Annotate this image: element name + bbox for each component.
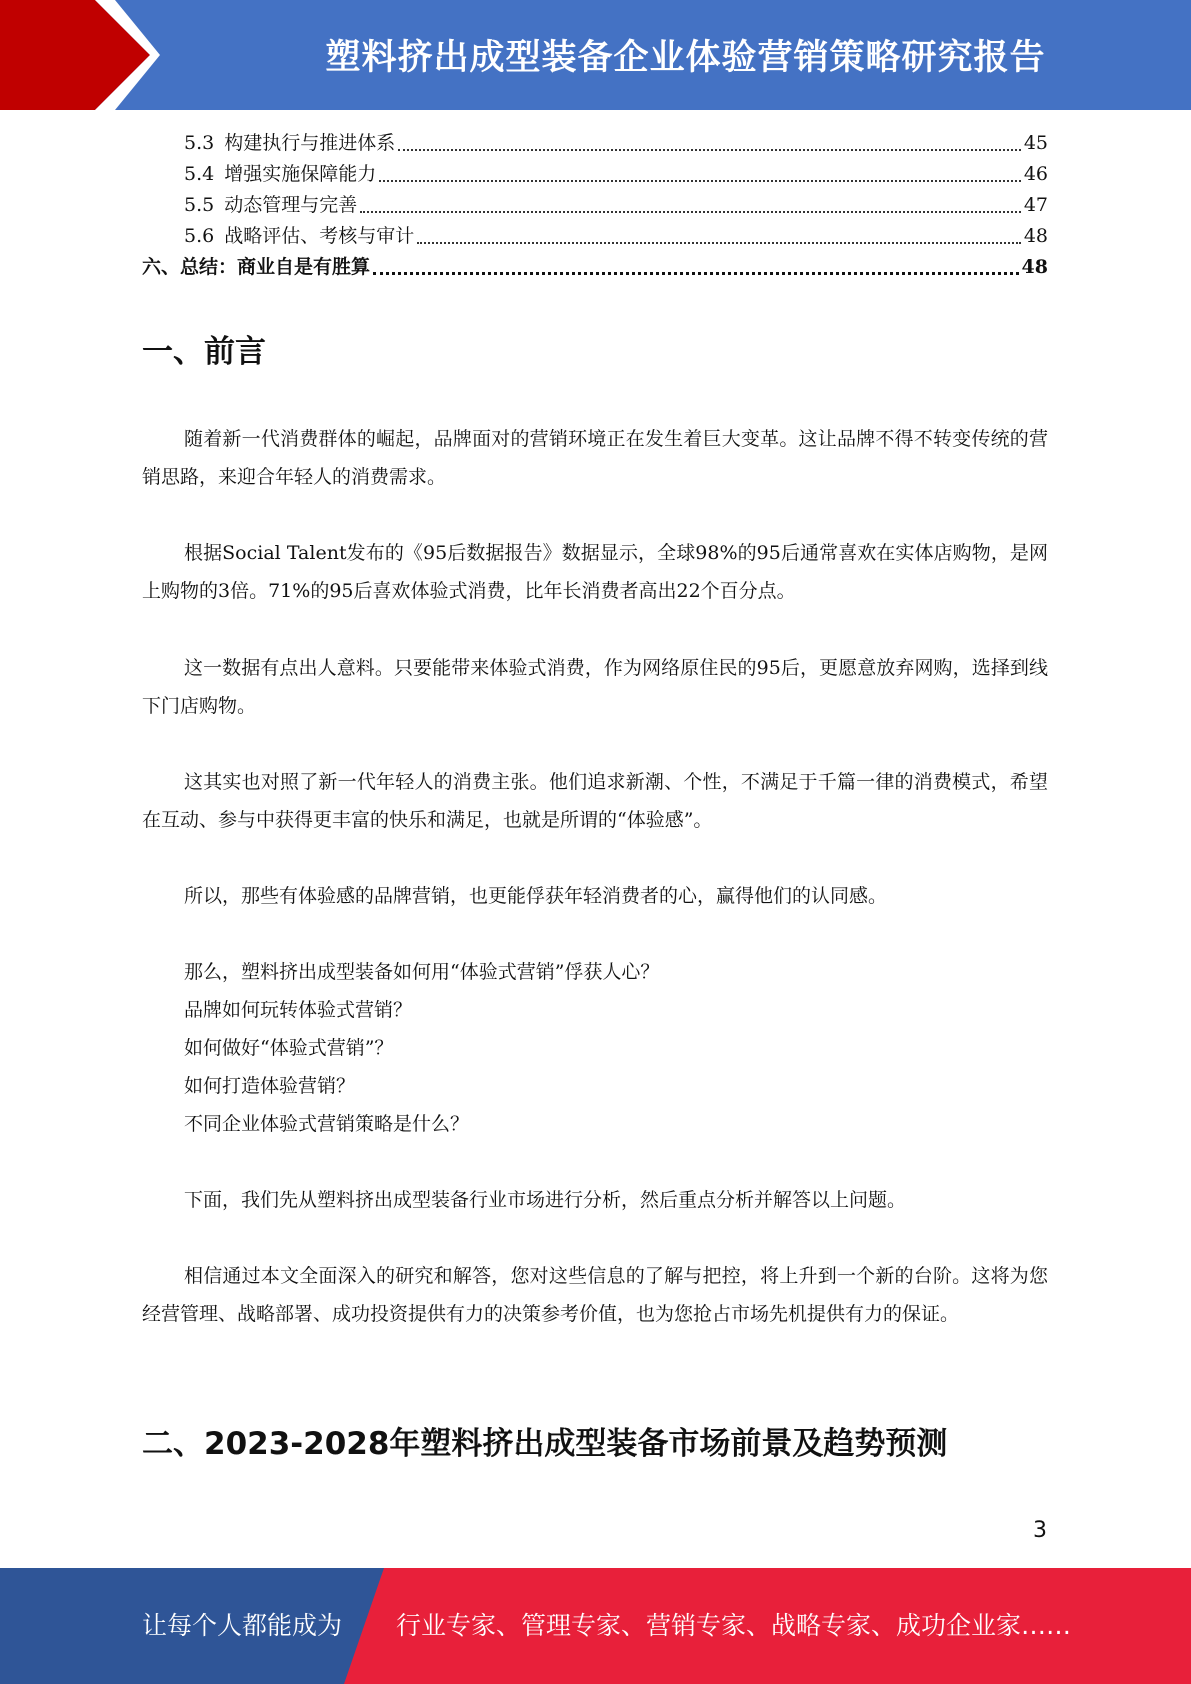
paragraph: 这一数据有点出人意料。只要能带来体验式消费，作为网络原住民的95后，更愿意放弃网购，选择到线下门店购物。 (142, 657, 1048, 717)
footer-slogan-left: 让每个人都能成为 (142, 1611, 343, 1640)
toc-entry-title: 战略评估、考核与审计 (224, 225, 415, 247)
toc-entry-title: 增强实施保障能力 (224, 163, 377, 185)
paragraph: 随着新一代消费群体的崛起，品牌面对的营销环境正在发生着巨大变革。这让品牌不得不转变传统的营销思路，来迎合年轻人的消费需求。 (142, 428, 1048, 488)
toc-entry-page: 47 (1023, 194, 1048, 216)
toc-leader (360, 211, 1021, 213)
table-of-contents (142, 128, 1048, 283)
header-arrow-icon (0, 0, 160, 110)
toc-leader (417, 242, 1021, 244)
toc-entry[interactable] (142, 190, 1048, 221)
toc-entry-page: 45 (1023, 132, 1048, 154)
toc-entry-number: 5.3 (184, 132, 215, 154)
toc-entry[interactable] (142, 159, 1048, 190)
footer-banner (0, 1568, 1191, 1684)
toc-entry[interactable] (142, 221, 1048, 252)
header-banner (0, 0, 1191, 110)
toc-entry-page: 48 (1021, 256, 1048, 278)
toc-entry-page: 46 (1023, 163, 1048, 185)
paragraph: 所以，那些有体验感的品牌营销，也更能俘获年轻消费者的心，赢得他们的认同感。 (184, 885, 888, 907)
question-line: 品牌如何玩转体验式营销？ (184, 999, 413, 1021)
toc-entry-number: 5.5 (184, 194, 215, 216)
toc-entry-title: 六、总结：商业自是有胜算 (142, 256, 371, 278)
toc-entry-page: 48 (1023, 225, 1048, 247)
toc-entry-main[interactable] (142, 252, 1048, 283)
toc-entry-title: 动态管理与完善 (224, 194, 358, 216)
question-line: 不同企业体验式营销策略是什么？ (184, 1113, 470, 1135)
paragraph: 相信通过本文全面深入的研究和解答，您对这些信息的了解与把控，将上升到一个新的台阶。这将为您经营管理、战略部署、成功投资提供有力的决策参考价值，也为您抢占市场先机提供有力的保证。 (142, 1265, 1048, 1325)
section-heading-preface: 一、前言 (142, 334, 266, 370)
paragraph: 这其实也对照了新一代年轻人的消费主张。他们追求新潮、个性，不满足于千篇一律的消费模式，希望在互动、参与中获得更丰富的快乐和满足，也就是所谓的“体验感”。 (142, 771, 1048, 831)
toc-leader (398, 149, 1021, 151)
question-line: 如何打造体验营销？ (184, 1075, 356, 1097)
paragraph: 下面，我们先从塑料挤出成型装备行业市场进行分析，然后重点分析并解答以上问题。 (184, 1189, 907, 1211)
toc-entry-title: 构建执行与推进体系 (224, 132, 396, 154)
footer-slogan-right: 行业专家、管理专家、营销专家、战略专家、成功企业家…… (396, 1611, 1072, 1640)
paragraph: 根据Social Talent发布的《95后数据报告》数据显示，全球98%的95后通常喜欢在实体店购物，是网上购物的3倍。71%的95后喜欢体验式消费，比年长消费者高出22个百分点。 (142, 542, 1048, 602)
toc-entry-number: 5.4 (184, 163, 215, 185)
question-line: 那么，塑料挤出成型装备如何用“体验式营销”俘获人心？ (184, 961, 660, 983)
toc-leader (373, 272, 1019, 275)
toc-leader (379, 180, 1021, 182)
question-line: 如何做好“体验式营销”？ (184, 1037, 394, 1059)
toc-entry-number: 5.6 (184, 225, 215, 247)
document-title: 塑料挤出成型装备企业体验营销策略研究报告 (325, 38, 1046, 78)
page-number: 3 (1033, 1518, 1047, 1543)
section-heading-forecast: 二、2023-2028年塑料挤出成型装备市场前景及趋势预测 (142, 1426, 948, 1462)
toc-entry[interactable] (142, 128, 1048, 159)
